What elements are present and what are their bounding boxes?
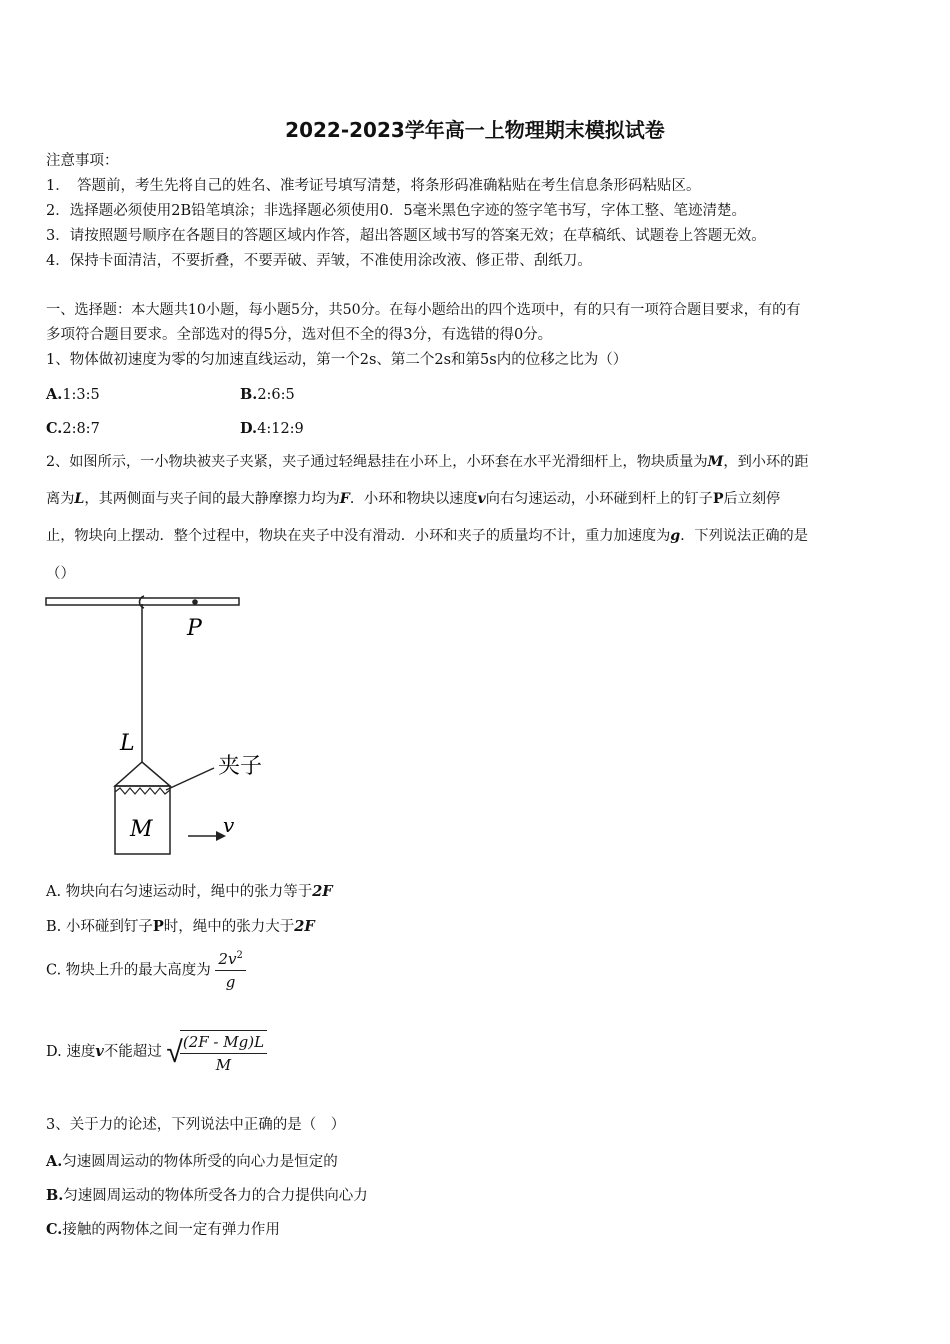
clip-label: 夹子: [218, 754, 263, 779]
q2-option-b-value: 2F: [294, 918, 315, 935]
q1-option-d-label: D.: [240, 420, 258, 437]
q1-option-c: [46, 420, 100, 437]
q2-stem-line2: [46, 490, 780, 508]
q3-option-c-text: 接触的两物体之间一定有弹力作用: [62, 1222, 280, 1238]
q2-option-d: [46, 1030, 267, 1074]
q1-option-d-text: 4:12:9: [257, 421, 304, 437]
q3-option-a-text: 匀速圆周运动的物体所受的向心力是恒定的: [62, 1154, 338, 1170]
q1-option-a: [46, 386, 100, 403]
clip-pointer-line: [166, 768, 214, 790]
q2-option-c-denominator: g: [225, 973, 236, 991]
notice-item-1: 1． 答题前，考生先将自己的姓名、准考证号填写清楚，将条形码准确粘贴在考生信息条形码粘贴区。: [46, 178, 701, 194]
q2-stem-line1-a: 2、如图所示，一小物块被夹子夹紧，夹子通过轻绳悬挂在小环上，小环套在水平光滑细杆上，物块质量为: [46, 454, 708, 470]
q2-stem-line2-d: 向右匀速运动，小环碰到杆上的钉子: [485, 491, 713, 507]
page-title: 2022-2023学年高一上物理期末模拟试卷: [285, 118, 665, 142]
q1-stem: 1、物体做初速度为零的匀加速直线运动，第一个2s、第二个2s和第5s内的位移之比为（）: [46, 352, 628, 368]
q2-option-b-text2: 时，绳中的张力大于: [163, 919, 295, 935]
q2-option-a-text: A. 物块向右匀速运动时，绳中的张力等于: [46, 884, 313, 900]
q2-option-a: [46, 880, 333, 901]
q1-option-b: [240, 386, 295, 403]
q1-option-c-text: 2:8:7: [62, 421, 100, 437]
q2-option-b-nail: P: [152, 918, 164, 935]
q2-stem-line2-a: 离为: [46, 491, 75, 507]
section1-intro-line1: 一、选择题：本大题共10小题，每小题5分，共50分。在每小题给出的四个选项中，有的只有一项符合题目要求，有的有: [46, 302, 801, 318]
notice-item-2: 2．选择题必须使用2B铅笔填涂；非选择题必须使用0．5毫米黑色字迹的签字笔书写，字体工整、笔迹清楚。: [46, 203, 747, 219]
q3-option-b-label: B.: [46, 1187, 64, 1204]
block-mass-label: M: [130, 817, 153, 842]
q2-option-c-sup: 2: [236, 950, 243, 961]
q3-option-a-label: A.: [46, 1153, 63, 1170]
q2-option-d-text1: D. 速度: [46, 1044, 96, 1060]
velocity-label: v: [223, 813, 235, 837]
horizontal-rod: [46, 598, 239, 605]
q2-option-c-fraction: [215, 950, 245, 991]
q2-nail-symbol: P: [712, 491, 724, 507]
nail-dot: [192, 599, 198, 605]
q1-option-a-text: 1:3:5: [62, 387, 100, 403]
q2-stem-line1: [46, 453, 809, 471]
q2-stem-line4: （）: [46, 566, 75, 582]
q2-mass-symbol: M: [707, 454, 724, 470]
q1-option-a-label: A.: [46, 386, 63, 403]
q3-option-c: [46, 1218, 280, 1239]
q2-option-d-numerator: (2F - Mg)L: [180, 1033, 267, 1054]
q2-length-symbol: L: [74, 491, 85, 507]
nail-label: P: [187, 616, 202, 641]
clip-teeth: [115, 788, 170, 794]
q2-figure: [40, 590, 300, 870]
q1-option-b-label: B.: [240, 386, 258, 403]
q2-velocity-symbol: v: [477, 491, 486, 507]
q2-option-d-fraction: [180, 1030, 267, 1074]
q2-stem-line2-e: 后立刻停: [723, 491, 781, 507]
q3-option-a: [46, 1150, 338, 1171]
q2-stem-line2-b: ，其两侧面与夹子间的最大静摩擦力均为: [84, 491, 340, 507]
q2-option-c: [46, 950, 246, 991]
q3-option-b-text: 匀速圆周运动的物体所受各力的合力提供向心力: [63, 1188, 368, 1204]
q2-stem-line1-b: ，到小环的距: [723, 454, 809, 470]
q2-option-a-value: 2F: [312, 883, 333, 900]
q2-stem-line3: [46, 527, 808, 545]
q2-option-d-text2: 不能超过: [103, 1044, 162, 1060]
q2-force-symbol: F: [339, 491, 350, 507]
q1-option-c-label: C.: [46, 420, 63, 437]
rope-length-label: L: [120, 731, 135, 756]
q2-option-d-velocity: v: [95, 1043, 104, 1060]
q1-option-d: [240, 420, 304, 437]
q2-option-c-num-text: 2v: [218, 950, 237, 968]
q2-option-b: [46, 915, 315, 936]
q2-option-c-text: C. 物块上升的最大高度为: [46, 962, 211, 979]
notice-item-3: 3．请按照题号顺序在各题目的答题区域内作答，超出答题区域书写的答案无效；在草稿纸、试题卷上答题无效。: [46, 228, 766, 244]
q2-stem-line3-a: 止，物块向上摆动．整个过程中，物块在夹子中没有滑动．小环和夹子的质量均不计，重力加速度为: [46, 528, 671, 544]
notice-item-4: 4．保持卡面清洁，不要折叠，不要弄破、弄皱，不准使用涂改液、修正带、刮纸刀。: [46, 253, 592, 269]
notice-heading: 注意事项：: [46, 153, 119, 169]
section1-intro-line2: 多项符合题目要求。全部选对的得5分，选对但不全的得3分，有选错的得0分。: [46, 327, 553, 343]
q2-stem-line2-c: ．小环和物块以速度: [349, 491, 478, 507]
clip: [115, 762, 170, 786]
q2-gravity-symbol: g: [670, 528, 681, 544]
sqrt-sign: √: [166, 1034, 183, 1070]
q3-option-c-label: C.: [46, 1221, 63, 1238]
q2-option-c-numerator: [215, 950, 245, 971]
q3-stem: 3、关于力的论述，下列说法中正确的是（ ）: [46, 1117, 346, 1133]
q2-stem-line3-b: ．下列说法正确的是: [680, 528, 808, 544]
q2-option-b-text1: B. 小环碰到钉子: [46, 919, 153, 935]
q2-option-d-denominator: M: [215, 1056, 232, 1074]
q1-option-b-text: 2:6:5: [257, 387, 295, 403]
q3-option-b: [46, 1184, 368, 1205]
